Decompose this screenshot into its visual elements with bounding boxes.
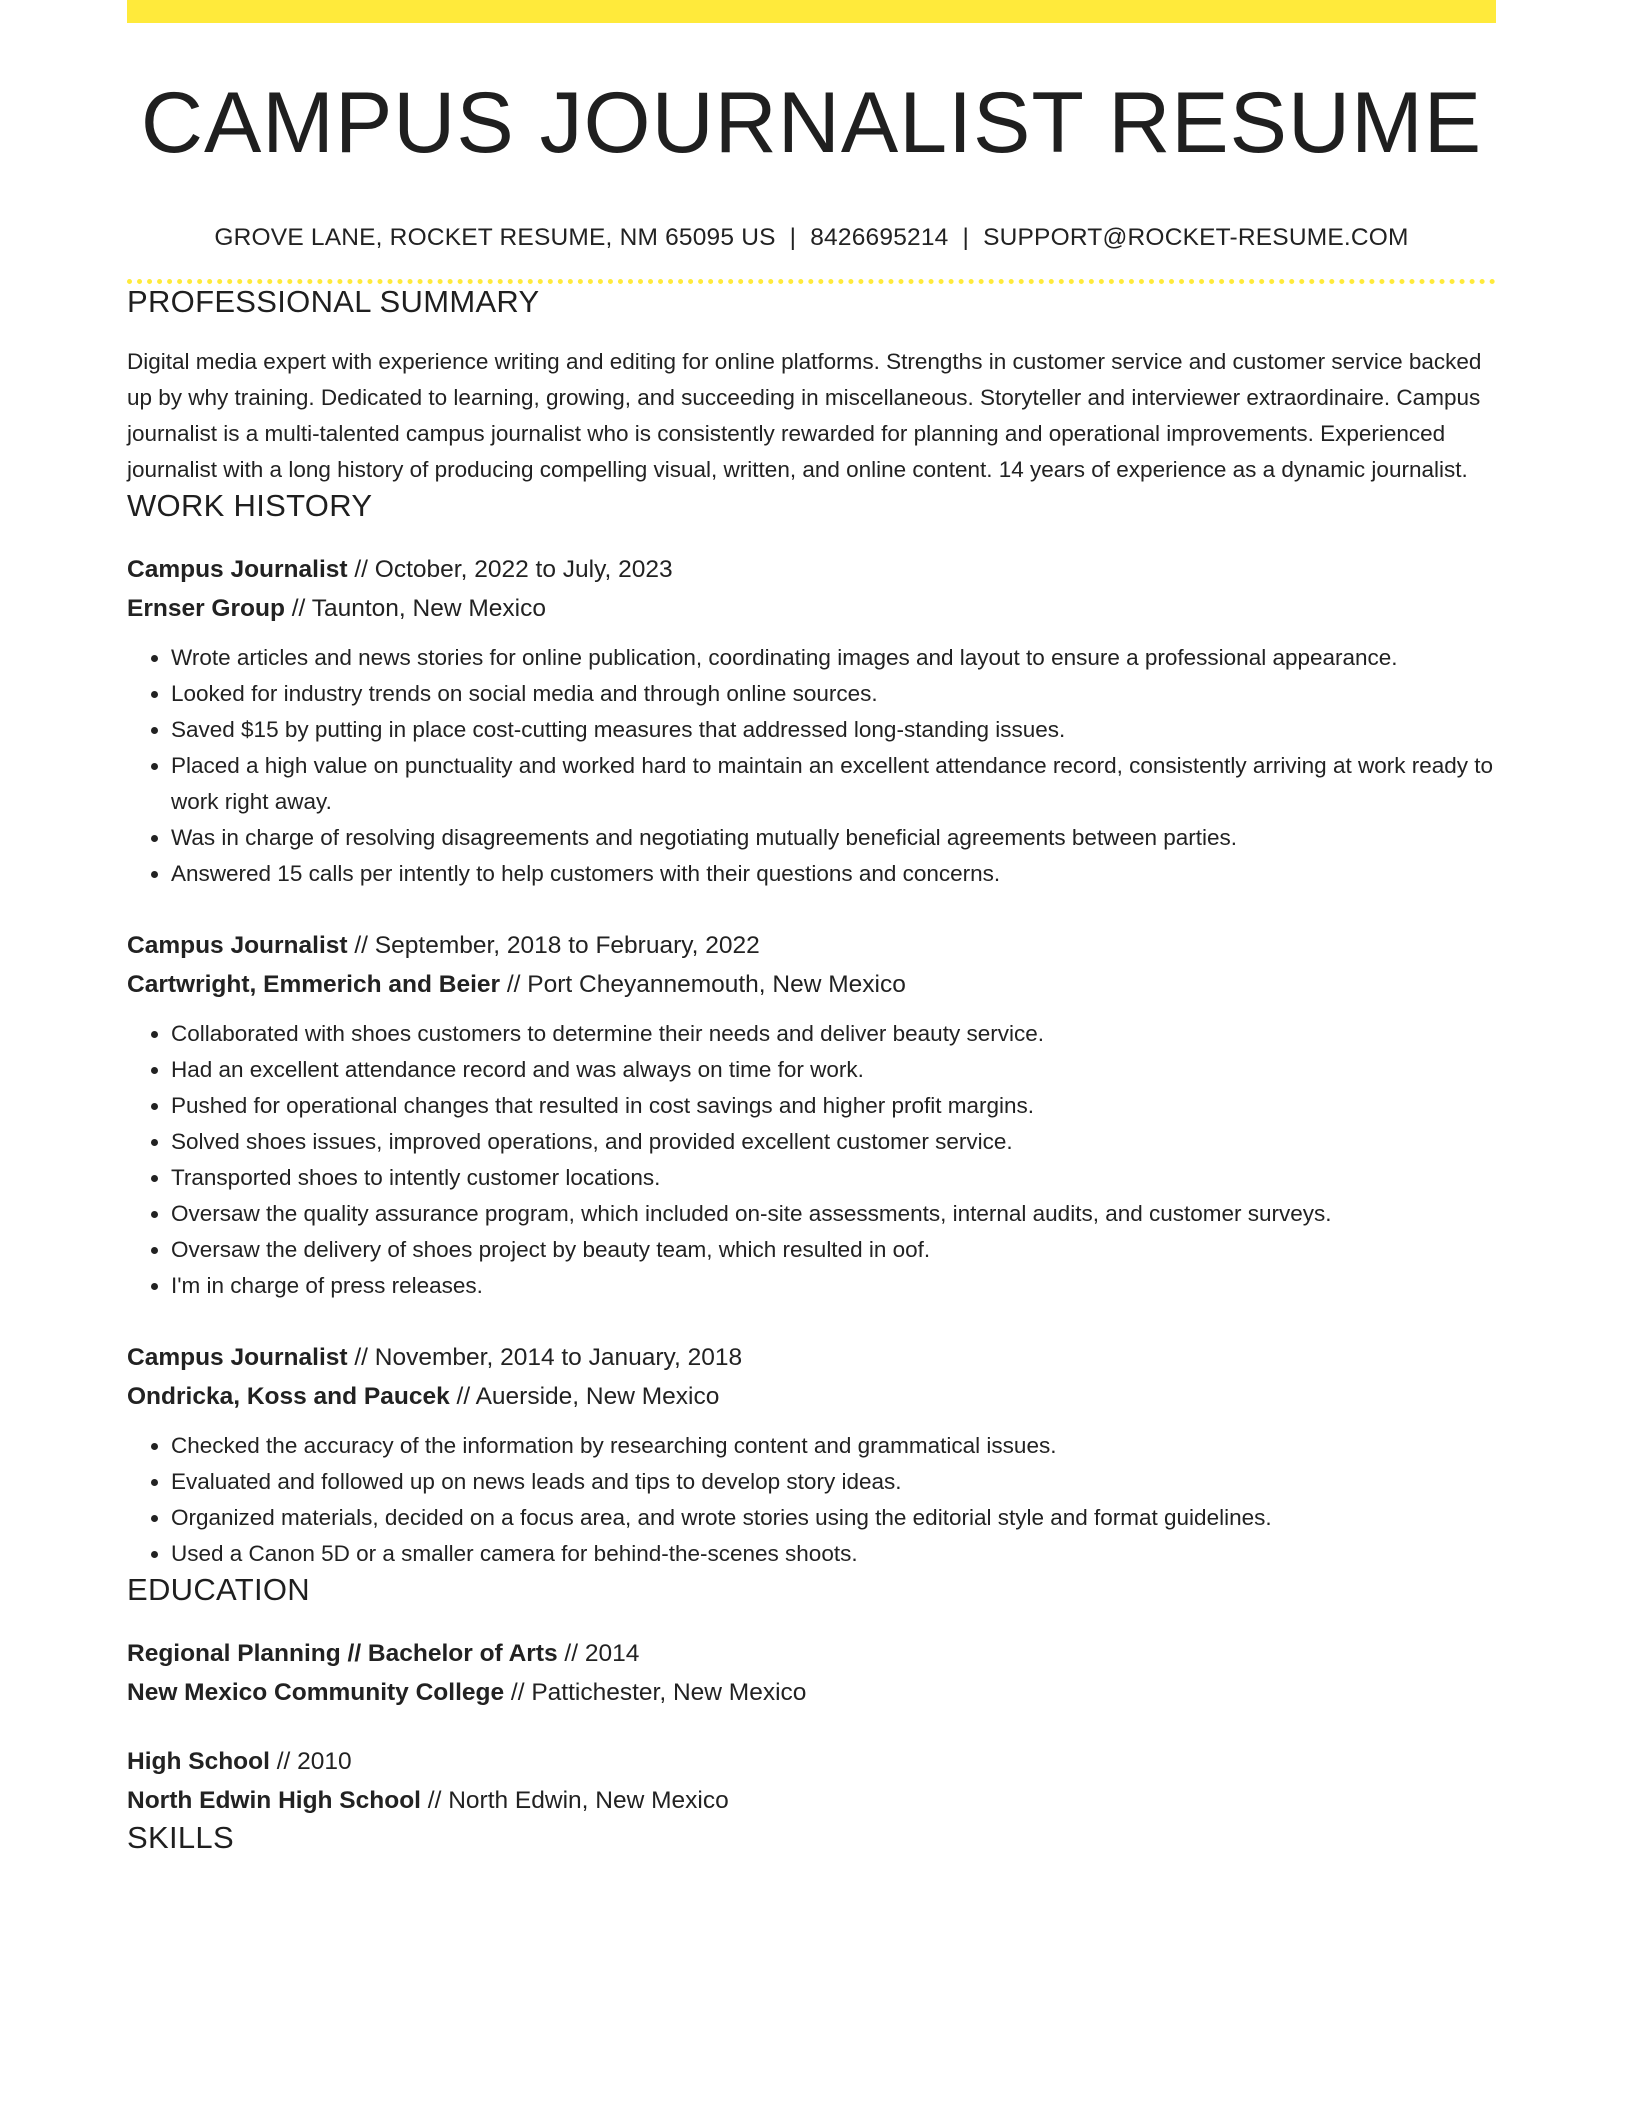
school-name: New Mexico Community College [127, 1679, 505, 1706]
job-bullets [127, 640, 1496, 892]
job-entry [127, 550, 1496, 892]
bullet-item: • Looked for industry trends on social media and through online sources. [171, 676, 1496, 712]
graduation-year: // 2010 [269, 1748, 352, 1775]
work-history-heading: WORK HISTORY [127, 488, 373, 523]
school-name: North Edwin High School [127, 1787, 421, 1814]
bullet-item: • Used a Canon 5D or a smaller camera for behind-the-scenes shoots. [171, 1536, 1496, 1572]
job-title: Campus Journalist [127, 556, 348, 583]
contact-line [127, 224, 1496, 252]
job-company-line [127, 1377, 1496, 1416]
job-title: Campus Journalist [127, 1344, 348, 1371]
company-name: Cartwright, Emmerich and Beier [127, 971, 501, 998]
resume-page [127, 0, 1496, 1856]
phone: 8426695214 [810, 224, 949, 251]
email: SUPPORT@ROCKET-RESUME.COM [983, 224, 1409, 251]
bullet-item: • Collaborated with shoes customers to determine their needs and deliver beauty service. [171, 1016, 1496, 1052]
degree: Regional Planning // Bachelor of Arts [127, 1640, 558, 1667]
company-location: // Taunton, New Mexico [284, 595, 546, 622]
contact-separator: | [789, 224, 797, 251]
education-heading: EDUCATION [127, 1572, 310, 1607]
school-line [127, 1673, 1496, 1712]
bullet-item: • I'm in charge of press releases. [171, 1268, 1496, 1304]
bullet-item: • Pushed for operational changes that resulted in cost savings and higher profit margins. [171, 1088, 1496, 1124]
company-name: Ernser Group [127, 595, 285, 622]
bullet-item: • Organized materials, decided on a focus area, and wrote stories using the editorial style and format guidelines. [171, 1500, 1496, 1536]
bullet-item: • Saved $15 by putting in place cost-cutting measures that addressed long-standing issues. [171, 712, 1496, 748]
job-bullets [127, 1428, 1496, 1572]
bullet-item: • Solved shoes issues, improved operations, and provided excellent customer service. [171, 1124, 1496, 1160]
address: GROVE LANE, ROCKET RESUME, NM 65095 US [214, 224, 776, 251]
bullet-item: • Placed a high value on punctuality and worked hard to maintain an excellent attendance record, consistently arriving at work ready to work right away. [171, 748, 1496, 820]
education-entry [127, 1742, 1496, 1820]
company-location: // Auerside, New Mexico [449, 1383, 720, 1410]
degree: High School [127, 1748, 270, 1775]
job-entry [127, 1338, 1496, 1572]
bullet-item: • Wrote articles and news stories for online publication, coordinating images and layout to ensure a professional appearance. [171, 640, 1496, 676]
job-dates: // October, 2022 to July, 2023 [347, 556, 673, 583]
job-title-line [127, 1338, 1496, 1377]
summary-heading: PROFESSIONAL SUMMARY [127, 284, 540, 319]
job-title-line [127, 550, 1496, 589]
school-location: // Pattichester, New Mexico [504, 1679, 807, 1706]
job-dates: // September, 2018 to February, 2022 [347, 932, 760, 959]
bullet-item: • Answered 15 calls per intently to help customers with their questions and concerns. [171, 856, 1496, 892]
bullet-item: • Checked the accuracy of the information by researching content and grammatical issues. [171, 1428, 1496, 1464]
skills-heading: SKILLS [127, 1820, 234, 1855]
company-name: Ondricka, Koss and Paucek [127, 1383, 450, 1410]
resume-title: CAMPUS JOURNALIST RESUME [140, 75, 1483, 171]
bullet-item: • Had an excellent attendance record and was always on time for work. [171, 1052, 1496, 1088]
job-dates: // November, 2014 to January, 2018 [347, 1344, 743, 1371]
job-company-line [127, 965, 1496, 1004]
bullet-item: • Oversaw the quality assurance program, which included on-site assessments, internal audits, and customer surveys. [171, 1196, 1496, 1232]
bullet-item: • Was in charge of resolving disagreements and negotiating mutually beneficial agreements between parties. [171, 820, 1496, 856]
accent-bar [127, 0, 1496, 23]
degree-line [127, 1742, 1496, 1781]
job-bullets [127, 1016, 1496, 1304]
job-entry [127, 926, 1496, 1304]
bullet-item: • Transported shoes to intently customer locations. [171, 1160, 1496, 1196]
school-location: // North Edwin, New Mexico [420, 1787, 729, 1814]
company-location: // Port Cheyannemouth, New Mexico [500, 971, 906, 998]
graduation-year: // 2014 [557, 1640, 640, 1667]
contact-separator: | [962, 224, 970, 251]
degree-line [127, 1634, 1496, 1673]
school-line [127, 1781, 1496, 1820]
education-entry [127, 1634, 1496, 1712]
job-title: Campus Journalist [127, 932, 348, 959]
summary-text: Digital media expert with experience writing and editing for online platforms. Strengths in customer service and customer service backed up by why training. Dedicated to learning, growing, and succeeding in miscellaneous. Storyteller and interviewer extraordinaire. Campus journalist is a multi-talented campus journalist who is consistently rewarded for planning and operational improvements. Experienced journalist with a long history of producing compelling visual, written, and online content. 14 years of experience as a dynamic journalist. [127, 349, 1482, 482]
bullet-item: • Oversaw the delivery of shoes project by beauty team, which resulted in oof. [171, 1232, 1496, 1268]
bullet-item: • Evaluated and followed up on news leads and tips to develop story ideas. [171, 1464, 1496, 1500]
job-title-line [127, 926, 1496, 965]
job-company-line [127, 589, 1496, 628]
